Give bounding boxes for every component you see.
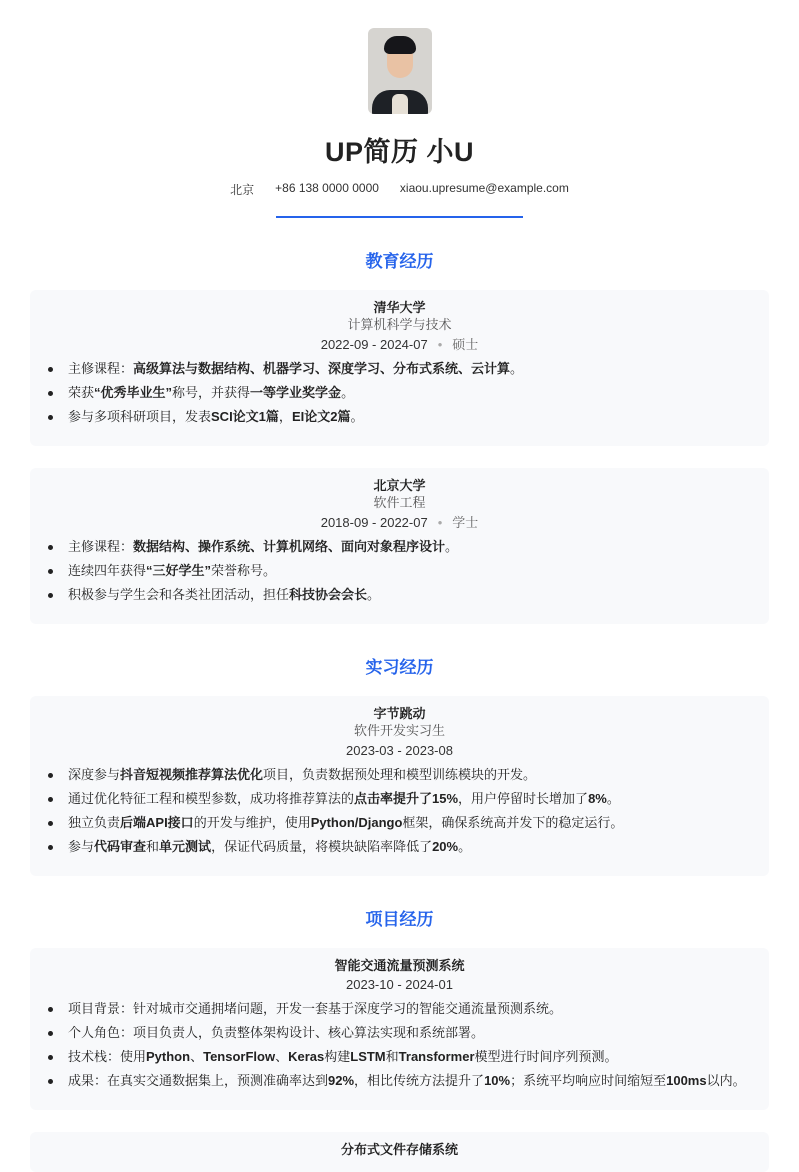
text: 和 — [146, 839, 160, 854]
highlight-text: “三好学生” — [146, 563, 212, 578]
entry-title: 分布式文件存储系统 — [340, 1142, 458, 1157]
highlight-text: LSTM — [350, 1049, 386, 1064]
entry-date: 2023-03 - 2023-08 — [346, 743, 453, 758]
list-item — [40, 384, 759, 402]
entry-card — [30, 1132, 769, 1172]
text: ， — [278, 409, 292, 424]
list-item — [40, 562, 759, 580]
text: 主修课程： — [68, 361, 134, 376]
entry-date: 2022-09 - 2024-07 — [320, 337, 428, 352]
highlight-text: Python/Django — [310, 815, 403, 830]
highlight-text: 科技协会会长 — [289, 587, 368, 602]
highlight-text: 92% — [328, 1073, 355, 1088]
text: 框架，确保系统高并发下的稳定运行。 — [402, 815, 624, 830]
highlight-text: 20% — [432, 839, 459, 854]
entry-degree: 硕士 — [452, 337, 479, 352]
entry-date: 2018-09 - 2022-07 — [320, 515, 428, 530]
highlight-text: 抖音短视频推荐算法优化 — [120, 767, 264, 782]
text: 、 — [275, 1049, 289, 1064]
text: 通过优化特征工程和模型参数，成功将推荐算法的 — [68, 791, 355, 806]
entry-subtitle: 软件工程 — [373, 495, 426, 510]
text: 。 — [458, 839, 472, 854]
text: ，保证代码质量，将模块缺陷率降低了 — [211, 839, 433, 854]
list-item — [40, 1072, 759, 1090]
entry-title: 北京大学 — [373, 478, 426, 493]
highlight-text: 点击率提升了15% — [354, 791, 459, 806]
highlight-text: Transformer — [398, 1049, 475, 1064]
highlight-text: 高级算法与数据结构、机器学习、深度学习、分布式系统、云计算 — [133, 361, 511, 376]
list-item — [40, 1048, 759, 1066]
entry-card — [30, 696, 769, 876]
highlight-text: 8% — [588, 791, 607, 806]
entry-subtitle: 软件开发实习生 — [353, 723, 445, 738]
entry-degree: 学士 — [452, 515, 479, 530]
text: 以内。 — [706, 1073, 746, 1088]
text: 参与多项科研项目，发表 — [68, 409, 212, 424]
text: 称号，并获得 — [172, 385, 251, 400]
highlight-text: 10% — [484, 1073, 511, 1088]
list-item — [40, 1024, 759, 1042]
text: 构建 — [324, 1049, 351, 1064]
entry-title: 智能交通流量预测系统 — [334, 958, 465, 973]
entry-title: 字节跳动 — [373, 706, 426, 721]
text: 。 — [341, 385, 355, 400]
text: 、 — [190, 1049, 204, 1064]
text: 的开发与维护，使用 — [193, 815, 311, 830]
text: 项目背景：针对城市交通拥堵问题，开发一套基于深度学习的智能交通流量预测系统。 — [68, 1001, 563, 1016]
text: ；系统平均响应时间缩短至 — [510, 1073, 667, 1088]
bullet-list — [40, 1000, 759, 1090]
bullet-list — [40, 360, 759, 426]
section-title: 项目经历 — [365, 910, 434, 929]
list-item — [40, 790, 759, 808]
entry-date-line — [40, 740, 759, 762]
header-divider — [276, 216, 523, 218]
list-item — [40, 766, 759, 784]
text: 项目，负责数据预处理和模型训练模块的开发。 — [263, 767, 537, 782]
location: 北京 — [230, 183, 255, 197]
entry-date: 2023-10 - 2024-01 — [346, 977, 453, 992]
highlight-text: 一等学业奖学金 — [250, 385, 342, 400]
list-item — [40, 360, 759, 378]
entry-title: 清华大学 — [373, 300, 426, 315]
phone: +86 138 0000 0000 — [275, 181, 379, 195]
text: 主修课程： — [68, 539, 134, 554]
text: 模型进行时间序列预测。 — [474, 1049, 618, 1064]
highlight-text: 100ms — [666, 1073, 707, 1088]
entry-date-line — [40, 974, 759, 996]
text: 。 — [606, 791, 620, 806]
highlight-text: Keras — [288, 1049, 325, 1064]
text: 参与 — [68, 839, 95, 854]
email: xiaou.upresume@example.com — [399, 181, 569, 195]
list-item — [40, 538, 759, 556]
section-title: 实习经历 — [365, 658, 434, 677]
entry-card — [30, 948, 769, 1110]
text: 。 — [350, 409, 364, 424]
list-item — [40, 814, 759, 832]
entry-date-line — [40, 512, 759, 534]
highlight-text: EI论文2篇 — [291, 409, 351, 424]
highlight-text: 单元测试 — [159, 839, 212, 854]
list-item — [40, 586, 759, 604]
entry-date-line — [40, 334, 759, 356]
candidate-name: UP简历 小U — [324, 137, 474, 167]
text: 连续四年获得 — [68, 563, 147, 578]
entry-card — [30, 468, 769, 624]
text: ，用户停留时长增加了 — [458, 791, 589, 806]
contact-info — [0, 181, 799, 198]
text: 技术栈：使用 — [68, 1049, 147, 1064]
list-item — [40, 408, 759, 426]
entry-subtitle: 计算机科学与技术 — [347, 317, 452, 332]
text: 成果：在真实交通数据集上，预测准确率达到 — [68, 1073, 329, 1088]
text: 荣获 — [68, 385, 95, 400]
profile-photo — [368, 28, 432, 114]
section-title: 教育经历 — [365, 252, 434, 271]
highlight-text: “优秀毕业生” — [94, 385, 173, 400]
text: 独立负责 — [68, 815, 121, 830]
highlight-text: 后端API接口 — [120, 815, 194, 830]
highlight-text: 代码审查 — [94, 839, 147, 854]
highlight-text: TensorFlow — [203, 1049, 276, 1064]
highlight-text: 数据结构、操作系统、计算机网络、面向对象程序设计 — [133, 539, 446, 554]
text: 个人角色：项目负责人，负责整体架构设计、核心算法实现和系统部署。 — [68, 1025, 485, 1040]
separator-dot: • — [437, 515, 443, 530]
text: ，相比传统方法提升了 — [354, 1073, 485, 1088]
entry-card — [30, 290, 769, 446]
resume-header — [0, 0, 799, 218]
list-item — [40, 1000, 759, 1018]
text: 。 — [367, 587, 381, 602]
highlight-text: Python — [146, 1049, 191, 1064]
text: 深度参与 — [68, 767, 121, 782]
text: 荣誉称号。 — [211, 563, 277, 578]
highlight-text: SCI论文1篇 — [211, 409, 279, 424]
text: 。 — [510, 361, 524, 376]
resume-body — [0, 247, 799, 1172]
text: 。 — [445, 539, 459, 554]
list-item — [40, 838, 759, 856]
separator-dot: • — [437, 337, 443, 352]
text: 和 — [385, 1049, 399, 1064]
bullet-list — [40, 538, 759, 604]
bullet-list — [40, 766, 759, 856]
text: 积极参与学生会和各类社团活动，担任 — [68, 587, 290, 602]
